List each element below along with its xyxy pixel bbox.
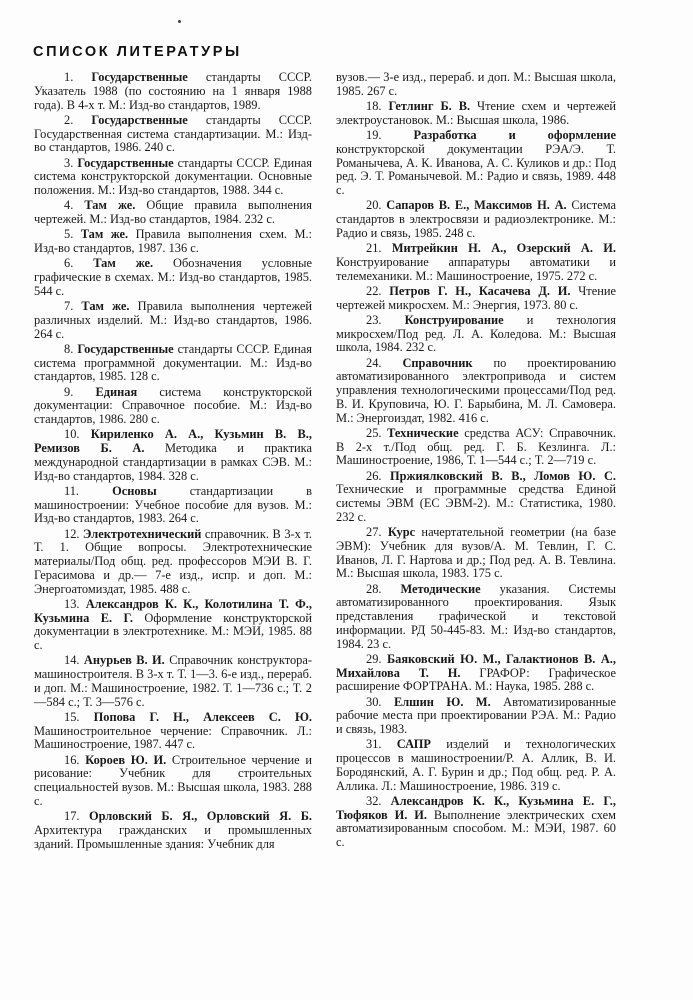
reference-number: 27. bbox=[366, 525, 388, 539]
reference-entry bbox=[336, 285, 616, 313]
reference-number: 23. bbox=[366, 312, 405, 327]
reference-text: Архитектура гражданских и промышленных зданий. Промышленные здания: Учебник для bbox=[34, 822, 312, 851]
reference-number: 6. bbox=[64, 256, 94, 271]
reference-author: Единая bbox=[95, 384, 138, 399]
reference-entry bbox=[34, 485, 312, 526]
reference-text: по проектированию автоматизированного электропривода и систем управления технологическими процессами/Под ред. В. И. Круповича, Ю. Г. Барыбина, М. Л. Самовера. М.: Энергоиздат, 1982. 416 с. bbox=[336, 355, 616, 425]
reference-text: Строительное черчение и рисование: Учебник для строительных специальностей вузов. М.: Высшая школа, 1983. 288 с. bbox=[34, 752, 312, 808]
reference-author: Митрейкин Н. А., Озерский А. И. bbox=[391, 241, 616, 255]
reference-entry bbox=[336, 795, 616, 850]
reference-number: 26. bbox=[366, 468, 390, 483]
reference-entry bbox=[34, 343, 312, 384]
reference-entry bbox=[34, 528, 312, 597]
reference-text: Выполнение электрических схем автоматизированным способом. М.: МЭИ, 1987. 60 с. bbox=[336, 807, 616, 849]
reference-author: Там же. bbox=[93, 256, 154, 271]
reference-entry bbox=[34, 228, 312, 256]
reference-number: 24. bbox=[366, 355, 403, 370]
reference-text: начертательной геометрии (на базе ЭВМ): Учебник для вузов/А. М. Тевлин, Г. С. Иванов, Л. Г. Нартова и др.; Под ред. А. В. Тевлина. М.: Высшая школа, 1983. 175 с. bbox=[336, 525, 616, 581]
reference-entry bbox=[34, 199, 312, 227]
reference-entry bbox=[34, 598, 312, 653]
reference-entry bbox=[34, 428, 312, 483]
reference-text: Правила выполнения схем. М.: Изд-во стандартов, 1987. 136 с. bbox=[34, 227, 312, 255]
scan-speck bbox=[178, 20, 181, 23]
reference-text: Правила выполнения чертежей различных изделий. М.: Изд-во стандартов, 1986. 264 с. bbox=[34, 299, 312, 341]
reference-entry bbox=[34, 386, 312, 427]
reference-entry bbox=[34, 157, 312, 198]
reference-author: Александров К. К., Кузьмина Е. Г., Тюфяков И. И. bbox=[336, 793, 617, 822]
reference-entry bbox=[336, 696, 616, 737]
reference-text: Конструирование аппаратуры автоматики и телемеханики. М.: Машиностроение, 1975. 272 с. bbox=[336, 254, 616, 283]
reference-number: 1. bbox=[64, 70, 92, 84]
reference-entry bbox=[34, 711, 312, 752]
reference-entry bbox=[34, 300, 312, 341]
reference-text: стандарты СССР. Указатель 1988 (по состоянию на 1 января 1988 года). В 4-х т. М.: Изд-во стандартов, 1989. bbox=[34, 70, 313, 112]
reference-number: 20. bbox=[366, 198, 387, 213]
reference-entry bbox=[34, 810, 312, 851]
reference-entry bbox=[336, 526, 616, 581]
reference-author: Сапаров В. Е., Максимов Н. А. bbox=[386, 198, 567, 213]
reference-number: 25. bbox=[366, 425, 388, 440]
reference-author: САПР bbox=[396, 737, 431, 752]
reference-number: 5. bbox=[64, 227, 81, 242]
reference-number: 22. bbox=[366, 283, 390, 298]
reference-author: Справочник bbox=[402, 355, 473, 370]
reference-author: Кириленко А. А., Кузьмин В. В., Ремизов Б. А. bbox=[34, 427, 312, 455]
reference-number: 32. bbox=[366, 793, 391, 808]
reference-number: 16. bbox=[64, 752, 86, 767]
reference-author: Там же. bbox=[84, 198, 136, 213]
reference-text: изделий и технологических процессов в машиностроении/Р. А. Аллик, В. И. Бородянский, А. Г. Бурин и др.; Под общ. ред. Р. А. Аллика. Л.: Машиностроение, 1986. 319 с. bbox=[336, 737, 616, 793]
reference-entry bbox=[336, 583, 616, 652]
reference-entry bbox=[336, 427, 616, 468]
reference-entry bbox=[336, 242, 616, 283]
reference-author: Петров Г. Н., Касачева Д. И. bbox=[389, 283, 571, 298]
reference-text: Чтение чертежей микросхем. М.: Энергия, 1973. 80 с. bbox=[336, 283, 616, 312]
reference-text: ГРАФОР: Графическое расширение ФОРТРАНА. М.: Наука, 1985. 288 с. bbox=[336, 665, 617, 694]
reference-number: 10. bbox=[64, 427, 91, 442]
reference-entry bbox=[336, 100, 616, 128]
reference-text: справочник. В 3-х т. Т. 1. Общие вопросы. Электротехнические материалы/Под общ. ред. профессоров МЭИ В. Г. Герасимова и др.— 7-е изд., испр. и доп. М.: Энергоатомиздат, 1985. 488 с. bbox=[34, 526, 312, 596]
reference-text: Чтение схем и чертежей электроустановок. М.: Высшая школа, 1986. bbox=[336, 99, 616, 127]
reference-author: Пржиялковский В. В., Ломов Ю. С. bbox=[389, 468, 616, 483]
reference-number: 15. bbox=[64, 709, 94, 724]
reference-number: 4. bbox=[64, 198, 85, 213]
reference-continuation: вузов.— 3-е изд., перераб. и доп. М.: Высшая школа, 1985. 267 с. bbox=[336, 70, 616, 98]
reference-author: Государственные bbox=[77, 155, 174, 170]
reference-entry bbox=[336, 199, 616, 240]
reference-author: Технические bbox=[387, 425, 459, 440]
reference-text: конструкторской документации РЭА/Э. Т. Романычева, А. К. Иванова, А. С. Куликов и др.: Под ред. Э. Т. Романычевой. М.: Радио и связь, 1989. 448 с. bbox=[336, 141, 616, 197]
reference-entry bbox=[336, 653, 616, 694]
reference-author: Курс bbox=[387, 525, 416, 539]
reference-number: 14. bbox=[64, 653, 84, 668]
reference-author: Елшин Ю. М. bbox=[393, 694, 491, 709]
reference-text: Система стандартов в электросвязи и радиоэлектронике. М.: Радио и связь, 1985. 248 с. bbox=[336, 198, 616, 240]
reference-number: 30. bbox=[366, 694, 394, 709]
reference-number: 8. bbox=[64, 341, 78, 356]
reference-text: стандарты СССР. Единая система конструкторской документации. Основные положения. М.: Изд-во стандартов, 1988. 344 с. bbox=[34, 155, 313, 197]
reference-number: 21. bbox=[366, 241, 392, 255]
reference-list-right-column bbox=[336, 71, 616, 851]
reference-number: 19. bbox=[366, 128, 414, 142]
reference-text: Машиностроительное черчение: Справочник. Л.: Машиностроение, 1987. 447 с. bbox=[34, 723, 312, 752]
reference-entry bbox=[336, 738, 616, 793]
reference-author: Там же. bbox=[81, 299, 130, 313]
reference-author: Там же. bbox=[80, 227, 129, 242]
reference-author: Методические bbox=[400, 581, 481, 596]
reference-entry bbox=[34, 114, 312, 155]
reference-entry bbox=[34, 654, 312, 709]
reference-author: Конструирование bbox=[404, 312, 504, 327]
reference-author: Баяковский Ю. М., Галактионов В. А., Михайлова Т. Н. bbox=[336, 651, 616, 680]
reference-text: средства АСУ: Справочник. В 2-х т./Под общ. ред. Г. Б. Кезлинга. Л.: Машиностроение, 1986, Т. 1—544 с.; Т. 2—719 с. bbox=[336, 425, 616, 468]
page-title: СПИСОК ЛИТЕРАТУРЫ bbox=[33, 44, 242, 60]
reference-author: Александров К. К., Колотилина Т. Ф., Кузьмина Е. Г. bbox=[34, 596, 312, 625]
reference-number: 3. bbox=[64, 155, 78, 170]
reference-list-left-column bbox=[34, 71, 312, 853]
reference-author: Электротехнический bbox=[83, 526, 202, 541]
reference-text: Технические и программные средства Единой системы ЭВМ (ЕС ЭВМ-2). М.: Статистика, 1980. 232 с. bbox=[336, 482, 616, 524]
reference-text: указания. Системы автоматизированного проектирования. Язык представления графической и текстовой информации. РД 50-445-83. М.: Изд-во стандартов, 1984. 23 с. bbox=[336, 581, 616, 651]
reference-entry bbox=[34, 754, 312, 809]
reference-author: Разработка и оформление bbox=[413, 128, 617, 142]
reference-text: Общие правила выполнения чертежей. М.: Изд-во стандартов, 1984. 232 с. bbox=[34, 198, 312, 226]
reference-entry bbox=[336, 129, 616, 198]
reference-number: 17. bbox=[64, 809, 90, 823]
reference-text: и технология микросхем/Под ред. Л. А. Коледова. М.: Высшая школа, 1984. 232 с. bbox=[336, 312, 616, 355]
reference-number: 18. bbox=[366, 99, 389, 113]
reference-author: Попова Г. Н., Алексеев С. Ю. bbox=[93, 709, 312, 724]
reference-entry bbox=[336, 470, 616, 525]
reference-author: Основы bbox=[112, 483, 157, 498]
reference-number: 11. bbox=[64, 483, 113, 498]
reference-number: 13. bbox=[64, 596, 86, 611]
reference-text: Справочник конструктора-машиностроителя. В 3-х т. Т. 1—3. 6-е изд., перераб. и доп. М.: Машиностроение, 1982. Т. 1—736 с.; Т. 2—584 с.; Т. 3—576 с. bbox=[34, 653, 312, 709]
reference-number: 9. bbox=[64, 384, 96, 399]
reference-entry bbox=[34, 71, 312, 112]
reference-text: стандарты СССР. Государственная система стандартизации. М.: Изд-во стандартов, 1986. 240 с. bbox=[34, 112, 313, 155]
reference-text: Методика и практика международной стандартизации в рамках СЭВ. М.: Изд-во стандартов, 1984. 328 с. bbox=[34, 441, 312, 483]
reference-number: 29. bbox=[366, 651, 387, 666]
reference-author: Орловский Б. Я., Орловский Я. Б. bbox=[89, 809, 312, 823]
reference-text: Обозначения условные графические в схемах. М.: Изд-во стандартов, 1985. 544 с. bbox=[34, 256, 312, 298]
reference-author: Государственные bbox=[91, 112, 188, 127]
reference-text: система конструкторской документации: Справочное пособие. М.: Изд-во стандартов, 1986. 280 с. bbox=[34, 384, 312, 426]
reference-text: стандартизации в машиностроении: Учебное пособие для вузов. М.: Изд-во стандартов, 1983. 264 с. bbox=[34, 483, 312, 526]
reference-entry bbox=[336, 314, 616, 355]
reference-entry bbox=[336, 357, 616, 426]
reference-author: Гетлинг Б. В. bbox=[388, 99, 471, 113]
reference-entry bbox=[34, 257, 312, 298]
reference-author: Государственные bbox=[91, 70, 188, 84]
reference-number: 7. bbox=[64, 299, 82, 313]
reference-number: 28. bbox=[366, 581, 401, 596]
reference-text: стандарты СССР. Единая система программной документации. М.: Изд-во стандартов, 1985. 128 с. bbox=[34, 341, 313, 384]
reference-number: 31. bbox=[366, 737, 397, 752]
reference-author: Государственные bbox=[77, 341, 174, 356]
reference-author: Анурьев В. И. bbox=[83, 653, 165, 668]
reference-number: 12. bbox=[64, 526, 84, 541]
reference-text: Автоматизированные рабочие места при проектировании РЭА. М.: Радио и связь, 1983. bbox=[336, 694, 616, 736]
reference-author: Короев Ю. И. bbox=[85, 752, 167, 767]
reference-text: Оформление конструкторской документации в электротехнике. М.: МЭИ, 1985. 88 с. bbox=[34, 610, 312, 652]
reference-number: 2. bbox=[64, 112, 92, 127]
